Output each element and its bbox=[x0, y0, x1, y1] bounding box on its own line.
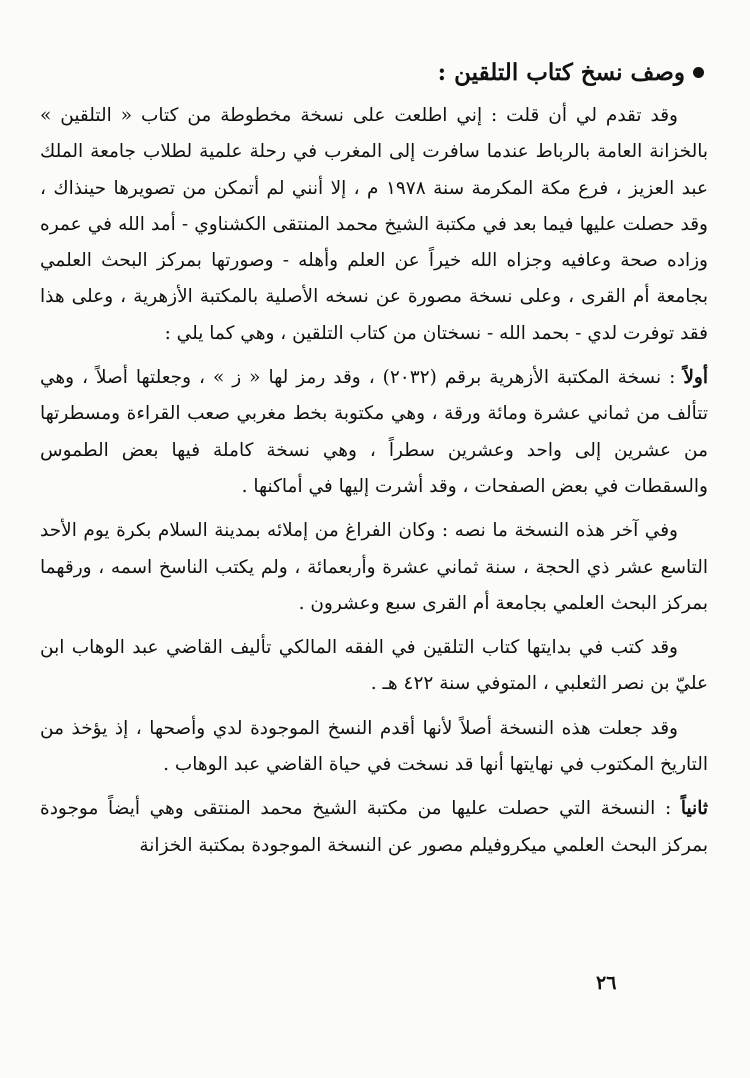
paragraph-text: وقد جعلت هذه النسخة أصلاً لأنها أقدم النسخ الموجودة لدي وأصحها ، إذ يؤخذ من التاريخ المكتوب في نهايتها أنها قد نسخت في حياة القاضي عبد الوهاب . bbox=[40, 717, 708, 776]
paragraph-intro bbox=[40, 98, 708, 352]
section-heading-row bbox=[40, 52, 704, 92]
section-heading: وصف نسخ كتاب التلقين : bbox=[437, 58, 685, 86]
body-text bbox=[40, 98, 708, 864]
paragraph-text: وفي آخر هذه النسخة ما نصه : وكان الفراغ من إملائه بمدينة السلام بكرة يوم الأحد التاسع عشر ذي الحجة ، سنة ثماني عشرة وأربعمائة ، ولم يكتب الناسخ اسمه ، ورقهما بمركز البحث العلمي بجامعة أم القرى سبع وعشرون . bbox=[40, 520, 708, 614]
bullet-icon bbox=[693, 67, 704, 78]
paragraph-first-copy bbox=[40, 360, 708, 505]
page-number: ٢٦ bbox=[596, 972, 617, 994]
paragraph-text: : نسخة المكتبة الأزهرية برقم (٢٠٣٢) ، وقد رمز لها « ز » ، وجعلتها أصلاً ، وهي تتألف من ثماني عشرة ومائة ورقة ، وهي مكتوبة بخط مغربي صعب القراءة ومسطرتها من عشرين إلى واحد وعشرين سطراً ، وهي نسخة كاملة فيها بعض الطموس والسقطات في بعض الصفحات ، وقد أشرت إليها في أماكنها . bbox=[40, 367, 708, 497]
paragraph-second-copy bbox=[40, 791, 708, 864]
paragraph-title-note bbox=[40, 630, 708, 703]
paragraph-lead: ثانياً bbox=[680, 798, 708, 820]
paragraph-lead: أولاً bbox=[683, 367, 708, 389]
paragraph-reason bbox=[40, 711, 708, 784]
paragraph-text: : النسخة التي حصلت عليها من مكتبة الشيخ محمد المنتقى وهي أيضاً موجودة بمركز البحث العلمي ميكروفيلم مصور عن النسخة الموجودة بمكتبة الخزانة bbox=[40, 798, 708, 856]
paragraph-text: وقد كتب في بدايتها كتاب التلقين في الفقه المالكي تأليف القاضي عبد الوهاب ابن عليّ بن نصر الثعلبي ، المتوفي سنة ٤٢٢ هـ . bbox=[40, 637, 708, 695]
paragraph-text: وقد تقدم لي أن قلت : إني اطلعت على نسخة مخطوطة من كتاب « التلقين » بالخزانة العامة بالرباط عندما سافرت إلى المغرب في رحلة علمية لطلاب جامعة الملك عبد العزيز ، فرع مكة المكرمة سنة ١٩٧٨ م ، إلا أنني لم أتمكن من تصويرها حينذاك ، وقد حصلت عليها فيما بعد في مكتبة الشيخ محمد المنتقى الكشناوي - أمد الله في عمره وزاده صحة وعافيه وجزاه الله خيراً عن العلم وأهله - وصورتها بمركز البحث العلمي بجامعة أم القرى ، وعلى نسخة مصورة عن نسخه الأصلية بالمكتبة الأزهرية ، وعلى هذا فقد توفرت لدي - بحمد الله - نسختان من كتاب التلقين ، وهي كما يلي : bbox=[40, 105, 709, 344]
paragraph-colophon bbox=[40, 513, 708, 622]
